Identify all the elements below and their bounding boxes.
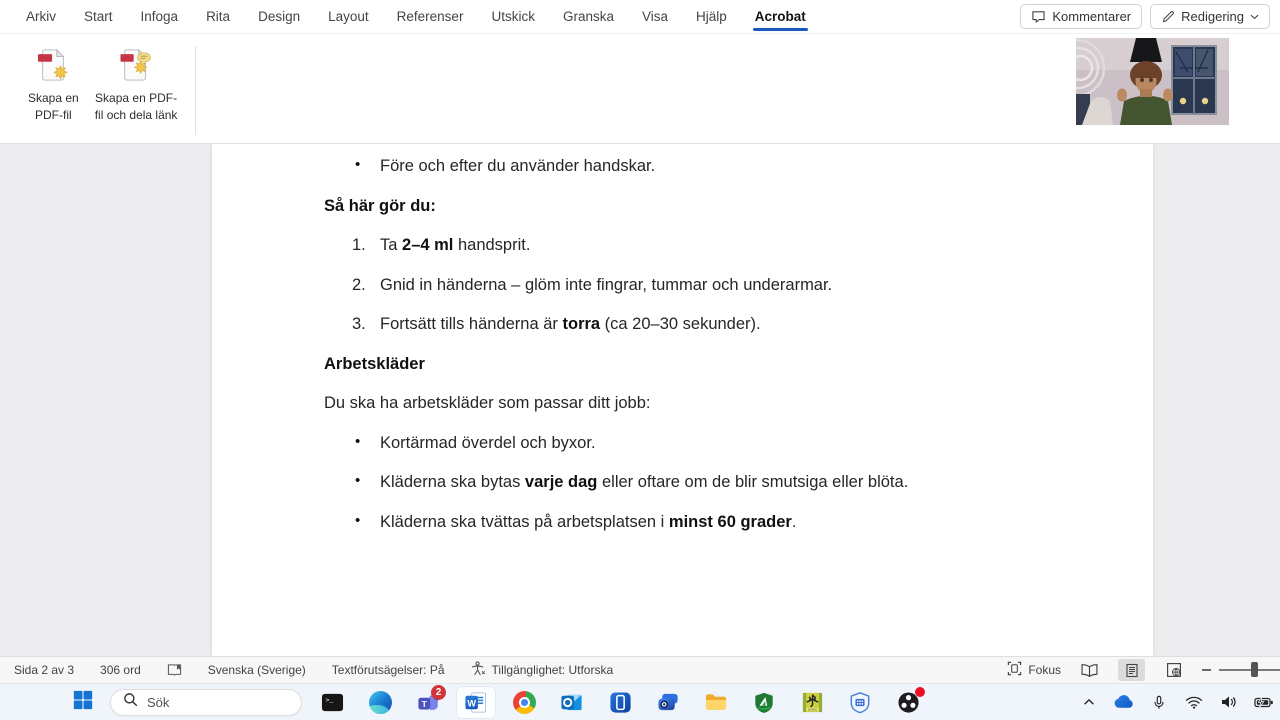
accessibility-label: Tillgänglighet: Utforska <box>491 663 614 677</box>
tab-rita[interactable]: Rita <box>206 9 231 24</box>
word-count[interactable]: 306 ord <box>100 663 141 677</box>
doc-bullet: • Kortärmad överdel och byxor. <box>355 432 596 452</box>
pdf-file-icon <box>37 48 69 85</box>
edge-icon[interactable] <box>360 686 400 719</box>
word-icon[interactable] <box>456 686 496 719</box>
tab-arkiv[interactable]: Arkiv <box>26 9 56 24</box>
tab-start[interactable]: Start <box>84 9 113 24</box>
doc-bullet: • Kläderna ska bytas varje dag eller oftare om de blir smutsiga eller blöta. <box>355 472 909 491</box>
bullet-marker: • <box>355 472 361 489</box>
focus-label: Fokus <box>1028 663 1061 677</box>
document-content <box>212 144 1153 533</box>
tab-layout[interactable]: Layout <box>328 9 369 24</box>
svg-text:W: W <box>467 697 476 708</box>
tab-hjälp[interactable]: Hjälp <box>696 9 727 24</box>
svg-text:>_: >_ <box>324 696 333 705</box>
create-pdf-label-line1: Skapa en <box>28 91 79 105</box>
print-layout-button[interactable] <box>1118 659 1145 681</box>
battery-icon[interactable] <box>1254 690 1274 714</box>
yong-logic-app-icon[interactable] <box>792 686 832 719</box>
zoom-slider-thumb[interactable] <box>1251 662 1258 677</box>
tab-acrobat[interactable]: Acrobat <box>745 0 816 33</box>
list-number: 3. <box>352 315 366 333</box>
status-bar <box>0 656 1280 683</box>
doc-numbered: 1. Ta 2–4 ml handsprit. <box>352 236 531 254</box>
obs-studio-icon[interactable] <box>888 686 928 719</box>
tab-visa[interactable]: Visa <box>641 9 669 24</box>
search-icon <box>123 692 138 712</box>
comment-icon <box>1031 10 1046 24</box>
zoom-slider-track[interactable] <box>1219 669 1280 671</box>
doc-heading: Så här gör du: <box>324 196 436 215</box>
read-mode-button[interactable] <box>1076 659 1103 681</box>
proofing-icon[interactable] <box>167 663 182 677</box>
file-explorer-icon[interactable] <box>696 686 736 719</box>
terminal-icon[interactable] <box>312 686 352 719</box>
editing-button-label: Redigering <box>1181 9 1244 24</box>
teams-icon[interactable] <box>408 686 448 719</box>
pdf-file-share-icon <box>120 48 152 85</box>
accessibility-icon <box>471 661 486 679</box>
ribbon-tab-bar <box>0 0 1280 34</box>
green-shield-app-icon[interactable] <box>744 686 784 719</box>
web-layout-button[interactable] <box>1160 659 1187 681</box>
phone-link-icon[interactable] <box>600 686 640 719</box>
outlook-icon[interactable] <box>552 686 592 719</box>
list-number: 2. <box>352 275 366 294</box>
volume-icon[interactable] <box>1219 690 1239 714</box>
language-indicator[interactable]: Svenska (Sverige) <box>207 663 306 677</box>
doc-numbered: 2. Gnid in händerna – glöm inte fingrar, tummar och underarmar. <box>352 275 833 294</box>
taskbar-apps <box>312 686 928 719</box>
create-pdf-share-label-line1: Skapa en PDF- <box>95 91 178 105</box>
page-indicator[interactable]: Sida 2 av 3 <box>14 663 75 677</box>
windows-logo-icon <box>72 689 94 716</box>
tab-utskick[interactable]: Utskick <box>491 9 535 24</box>
doc-bullet: • Kläderna ska tvättas på arbetsplatsen i minst 60 grader. <box>355 511 797 531</box>
taskbar-search[interactable] <box>110 689 302 716</box>
focus-icon <box>1007 661 1022 679</box>
tab-referenser[interactable]: Referenser <box>396 9 464 24</box>
wifi-icon[interactable] <box>1184 690 1204 714</box>
notification-badge: 2 <box>431 685 446 700</box>
create-pdf-button[interactable] <box>20 44 87 124</box>
tab-granska[interactable]: Granska <box>562 9 614 24</box>
pencil-icon <box>1161 10 1175 24</box>
chevron-up-icon[interactable] <box>1079 690 1099 714</box>
document-area <box>0 144 1280 656</box>
tab-infoga[interactable]: Infoga <box>140 9 179 24</box>
bullet-marker: • <box>355 156 361 173</box>
create-pdf-share-button[interactable] <box>87 44 186 124</box>
svg-text:LOGIC: LOGIC <box>807 706 817 711</box>
doc-numbered: 3. Fortsätt tills händerna är torra (ca 20–30 sekunder). <box>352 315 761 333</box>
bullet-marker: • <box>355 432 361 450</box>
taskbar <box>0 683 1280 720</box>
chevron-down-icon <box>1250 14 1259 20</box>
svg-text:T: T <box>421 698 427 709</box>
microphone-icon[interactable] <box>1149 690 1169 714</box>
doc-heading: Arbetskläder <box>324 354 425 373</box>
doc-paragraph: Du ska ha arbetskläder som passar ditt jobb: <box>324 394 651 412</box>
recording-dot <box>915 687 925 697</box>
accessibility-status[interactable] <box>471 661 614 679</box>
system-tray <box>1079 690 1280 714</box>
focus-button[interactable] <box>1007 661 1061 679</box>
comments-button-label: Kommentarer <box>1052 9 1132 24</box>
search-label: Sök <box>147 694 170 710</box>
create-pdf-share-label-line2: fil och dela länk <box>94 107 178 122</box>
camera-app-icon[interactable] <box>648 686 688 719</box>
editing-button[interactable] <box>1150 4 1270 29</box>
list-number: 1. <box>352 236 366 254</box>
doc-bullet: • Före och efter du använder handskar. <box>355 156 656 175</box>
onedrive-icon[interactable] <box>1114 690 1134 714</box>
status-bar-right <box>1007 659 1280 681</box>
tabbar-right <box>1020 4 1280 29</box>
create-pdf-label-line2: PDF-fil <box>35 107 72 122</box>
bullet-marker: • <box>355 511 361 529</box>
zoom-slider[interactable] <box>1202 669 1280 671</box>
blue-shield-app-icon[interactable] <box>840 686 880 719</box>
text-predictions[interactable]: Textförutsägelser: På <box>331 663 445 677</box>
chrome-icon[interactable] <box>504 686 544 719</box>
ribbon-group-divider <box>195 46 196 135</box>
document-page[interactable] <box>212 144 1153 656</box>
tab-design[interactable]: Design <box>258 9 301 24</box>
status-bar-left <box>0 661 613 679</box>
ribbon-tabs <box>12 0 820 33</box>
start-button[interactable] <box>64 686 102 718</box>
zoom-out-button[interactable] <box>1202 669 1211 671</box>
webcam-overlay <box>1076 38 1229 125</box>
comments-button[interactable] <box>1020 4 1142 29</box>
